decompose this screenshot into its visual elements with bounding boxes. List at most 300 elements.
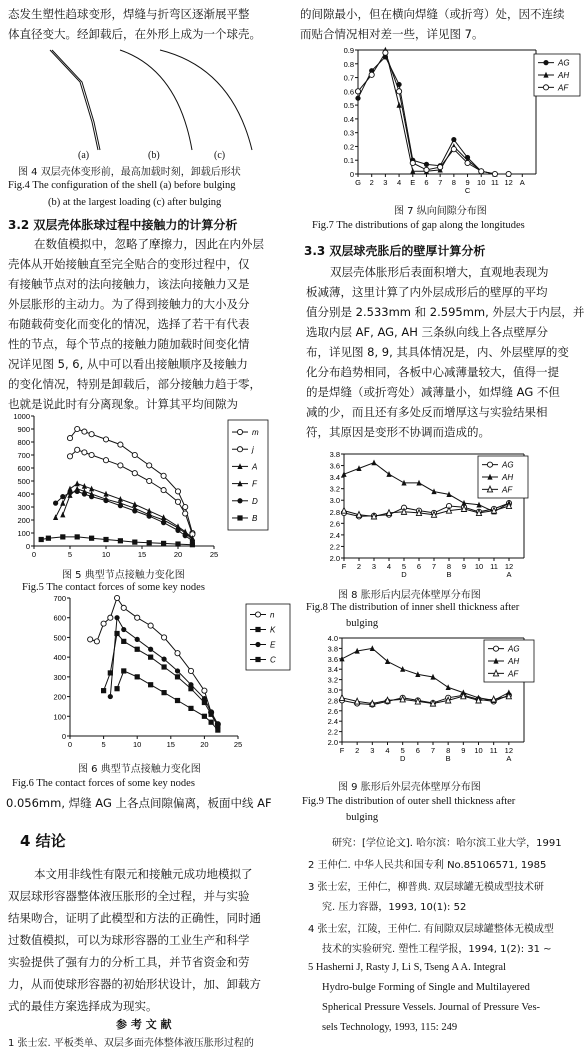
y-tick-label: 800 xyxy=(17,438,30,447)
legend-marker-m xyxy=(237,429,242,434)
point-E xyxy=(161,657,166,662)
fig9-caption-en-1: Fig.9 The distribution of outer shell thickness after xyxy=(302,796,516,807)
sec32-line: 外层胀形的主动力。为了得到接触力的大小及分 xyxy=(8,297,250,311)
series-line-F xyxy=(63,489,193,540)
y-tick-label: 700 xyxy=(17,451,30,460)
sec33-line: 双层壳体胀形后表面积增大，直观地表现为 xyxy=(330,265,549,279)
point-C xyxy=(215,727,220,732)
y-tick-label: 2.2 xyxy=(329,542,340,552)
y-tick-label: 400 xyxy=(17,490,30,499)
right-top-line-2: 而贴合情况相对差一些，详见图 7。 xyxy=(300,27,484,41)
reference-line: 究. 压力容器，1993, 10(1): 52 xyxy=(322,902,467,913)
fig4-label-c: (c) xyxy=(214,150,226,161)
x-tick-label: 4 xyxy=(385,746,390,755)
point-E xyxy=(114,615,119,620)
point-m xyxy=(183,504,188,509)
x-tick-label: G xyxy=(355,178,361,187)
point-n xyxy=(108,615,113,620)
reference-line: 技术的实验研究. 塑性工程学报，1994, 1(2): 31 ~ xyxy=(322,944,552,955)
x-tick-label: 10 xyxy=(474,746,483,755)
point-E xyxy=(108,694,113,699)
y-tick-label: 2.8 xyxy=(329,507,340,517)
point-D xyxy=(60,494,65,499)
legend-label-AF: AF xyxy=(502,485,513,495)
legend-marker-AG xyxy=(487,462,492,467)
x-tick-label: 9 xyxy=(461,746,466,755)
x-tick-label: 5 xyxy=(101,740,106,749)
fig4-caption-en-1: Fig.4 The configuration of the shell (a) before bulging xyxy=(8,180,236,191)
after-fig6-line: 0.056mm, 焊缝 AG 上各点间隙偏离，板面中线 AF xyxy=(6,796,272,810)
point-AF xyxy=(410,160,415,165)
fig4-curve-a-inner xyxy=(52,50,100,150)
legend-label-D: D xyxy=(252,496,258,506)
legend-marker-D xyxy=(237,498,242,503)
y-tick-label: 3.6 xyxy=(329,461,340,471)
point-B xyxy=(46,536,51,541)
x-tick-label: 2 xyxy=(355,746,360,755)
x-tick-label: 8 xyxy=(446,746,451,755)
point-n xyxy=(135,615,140,620)
point-AH xyxy=(386,471,391,477)
series-line-D xyxy=(56,491,193,540)
legend-marker-AF xyxy=(543,85,548,90)
point-j xyxy=(132,471,137,476)
y-tick-label: 200 xyxy=(53,692,66,702)
legend-label-n: n xyxy=(270,610,275,620)
point-B xyxy=(161,541,166,546)
point-n xyxy=(114,595,119,600)
point-D xyxy=(67,490,72,495)
legend-marker-AG xyxy=(493,646,498,651)
legend-box xyxy=(228,420,268,530)
point-C xyxy=(114,686,119,691)
sec4-line: 过数值模拟，可以为球形容器的工业生产和科学 xyxy=(8,933,250,947)
reference-line: 3 张士宏，王仲仁，柳普典. 双层球罐无模成型技术研 xyxy=(308,882,544,893)
x-tick-label: 6 xyxy=(415,746,420,755)
point-K xyxy=(121,639,126,644)
y-tick-label: 2.0 xyxy=(327,738,338,747)
x-tick-label: 7 xyxy=(430,746,436,755)
right-top-line-1: 的间隙最小，但在横向焊缝（或折弯）处，因不连续 xyxy=(300,7,565,21)
section-4-title: 4 结论 xyxy=(20,832,66,850)
point-E xyxy=(148,647,153,652)
legend-label-m: m xyxy=(252,428,259,438)
legend-marker-K xyxy=(255,627,260,632)
point-B xyxy=(147,540,152,545)
reference-line: 4 张士宏，江陵，王仲仁. 有间隙双层球罐整体无模成型 xyxy=(308,924,554,935)
point-B xyxy=(175,541,180,546)
point-D xyxy=(118,503,123,508)
y-tick-label: 900 xyxy=(17,425,30,434)
point-D xyxy=(147,514,152,519)
fig4-caption-cn: 图 4 双层壳体变形前，最高加载时刻，卸载后形状 xyxy=(18,167,241,178)
point-C xyxy=(135,674,140,679)
x-tick-label: 11 xyxy=(489,746,498,755)
point-j xyxy=(175,499,180,504)
reference-line: 2 王仲仁. 中华人民共和国专利 No.85106571, 1985 xyxy=(308,860,547,871)
y-tick-label: 700 xyxy=(53,594,66,603)
point-j xyxy=(161,488,166,493)
series-line-AF xyxy=(342,696,509,703)
y-tick-label: 0.9 xyxy=(343,46,354,55)
point-AF xyxy=(339,695,344,701)
x-tick-label: 7 xyxy=(431,562,437,571)
point-C xyxy=(161,690,166,695)
point-j xyxy=(118,463,123,468)
point-B xyxy=(118,538,123,543)
y-tick-label: 600 xyxy=(53,613,66,623)
point-E xyxy=(135,637,140,642)
point-j xyxy=(67,454,72,459)
point-n xyxy=(161,635,166,640)
sec33-line: 选取内层 AF, AG, AH 三条纵向线上各点壁厚分 xyxy=(306,325,549,339)
y-tick-label: 4.0 xyxy=(327,634,338,643)
fig4-label-a: (a) xyxy=(78,150,90,161)
fig6-caption-cn: 图 6 典型节点接触力变化图 xyxy=(78,764,201,775)
y-tick-label: 2.2 xyxy=(327,727,338,737)
point-m xyxy=(103,437,108,442)
point-K xyxy=(135,647,140,652)
sec33-line: 布，详见图 8, 9, 其具体情况是，内、外层壁厚的变 xyxy=(306,345,569,359)
point-j xyxy=(103,458,108,463)
legend-label-AG: AG xyxy=(508,644,520,654)
legend-label-AH: AH xyxy=(508,657,520,666)
y-tick-label: 2.8 xyxy=(327,696,338,706)
x-tick-label: 15 xyxy=(137,550,147,559)
point-AF xyxy=(451,147,456,152)
point-B xyxy=(60,534,65,539)
references-title: 参 考 文 献 xyxy=(116,1018,172,1031)
point-AF xyxy=(396,89,401,94)
y-tick-label: 0.7 xyxy=(343,73,354,83)
fig6-caption-en: Fig.6 The contact forces of some key nodes xyxy=(12,778,195,789)
x-tick-label: 9 xyxy=(461,562,467,571)
point-K xyxy=(101,688,106,693)
y-tick-label: 0.2 xyxy=(343,142,354,152)
x-tick-label: 20 xyxy=(173,550,183,559)
point-AF xyxy=(506,171,511,176)
fig4-curve-c xyxy=(160,50,252,150)
point-m xyxy=(75,426,80,431)
point-B xyxy=(132,540,137,545)
y-tick-label: 100 xyxy=(53,712,66,722)
point-AG xyxy=(424,162,429,167)
reference-line: 研究：[学位论文]. 哈尔滨：哈尔滨工业大学，1991 xyxy=(332,838,562,849)
point-E xyxy=(215,722,220,727)
sec4-line: 实验提供了强有力的分析工具，并节省资金和劳 xyxy=(8,955,250,969)
sec32-line: 有接触节点对的法向接触力，该法向接触力又是 xyxy=(8,277,250,291)
y-tick-label: 300 xyxy=(53,672,66,682)
x-tick-label: 25 xyxy=(233,740,243,749)
point-AF xyxy=(341,507,346,513)
point-K xyxy=(175,674,180,679)
x-tick-label: 8 xyxy=(446,562,452,571)
point-B xyxy=(89,536,94,541)
point-E xyxy=(175,668,180,673)
point-C xyxy=(188,706,193,711)
sec32-line: 布随载荷变化而变化的情况，选择了若干有代表 xyxy=(8,317,250,331)
y-tick-label: 3.2 xyxy=(329,484,340,494)
y-tick-label: 0.6 xyxy=(343,87,354,97)
reference-line: sels Technology, 1993, 115: 249 xyxy=(322,1022,458,1033)
legend-label-A: A xyxy=(252,462,258,472)
x-tick-label: 5 xyxy=(67,550,73,559)
reference-line: 5 Hasherni J, Rasty J, Li S, Tseng A A. Integral xyxy=(308,962,506,973)
point-C xyxy=(148,682,153,687)
sec32-line: 的变化情况，特别是卸载后，部分接触力趋于零， xyxy=(8,377,261,391)
point-B xyxy=(103,537,108,542)
x-tick-label: 4 xyxy=(396,178,402,187)
fig7-chart xyxy=(334,46,584,202)
y-tick-label: 0.3 xyxy=(343,128,354,138)
x-tick-label: 2 xyxy=(356,562,362,571)
y-tick-label: 500 xyxy=(53,633,66,643)
x-tick-label: E xyxy=(410,178,416,187)
sec33-line: 符，其原因是变形不协调而造成的。 xyxy=(306,425,490,439)
sec32-line: 壳体从开始接触直至完全贴合的变形过程中，仅 xyxy=(8,257,250,271)
point-n xyxy=(88,637,93,642)
x-sub-label: B xyxy=(445,754,451,763)
x-tick-label: 6 xyxy=(416,562,422,571)
x-tick-label: F xyxy=(339,746,345,755)
point-n xyxy=(175,651,180,656)
y-tick-label: 3.4 xyxy=(329,473,340,483)
point-E xyxy=(202,696,207,701)
point-D xyxy=(75,489,80,494)
point-F xyxy=(60,512,65,518)
y-tick-label: 3.4 xyxy=(327,665,338,675)
y-tick-label: 0.4 xyxy=(343,114,354,124)
point-D xyxy=(161,520,166,525)
point-D xyxy=(103,498,108,503)
x-tick-label: 25 xyxy=(209,550,219,559)
point-C xyxy=(202,714,207,719)
fig5-chart xyxy=(4,412,292,568)
legend-box xyxy=(246,604,290,670)
y-tick-label: 3.6 xyxy=(327,654,338,664)
reference-1: 1 张士宏. 平板类单、双层多面壳体整体液压胀形过程的 xyxy=(8,1038,254,1049)
sec33-line: 的是焊缝（或折弯处）减薄量小，如焊缝 AG 不但 xyxy=(306,385,560,399)
point-A xyxy=(53,514,58,520)
point-AF xyxy=(424,167,429,172)
x-sub-label: D xyxy=(401,570,407,579)
point-D xyxy=(82,491,87,496)
fig4-curve-b xyxy=(120,50,192,150)
fig9-caption-en-2: bulging xyxy=(346,812,379,823)
x-tick-label: 0 xyxy=(31,550,37,559)
point-j xyxy=(183,511,188,516)
x-tick-label: 9 xyxy=(465,178,470,187)
x-tick-label: F xyxy=(341,562,347,571)
point-B xyxy=(190,542,195,547)
point-AH xyxy=(371,459,376,465)
x-tick-label: 5 xyxy=(400,746,405,755)
legend-label-AH: AH xyxy=(502,473,514,482)
y-tick-label: 500 xyxy=(17,477,30,486)
y-tick-label: 2.4 xyxy=(329,530,340,540)
fig7-caption-cn: 图 7 纵向间隙分布图 xyxy=(394,206,487,217)
x-tick-label: 11 xyxy=(491,178,499,187)
y-tick-label: 100 xyxy=(17,529,30,538)
y-tick-label: 2.6 xyxy=(327,706,338,716)
x-tick-label: 3 xyxy=(371,562,377,571)
x-sub-label: A xyxy=(506,754,512,763)
y-tick-label: 0 xyxy=(61,732,66,741)
fig8-caption-en-1: Fig.8 The distribution of inner shell thickness after xyxy=(306,602,520,613)
point-AH xyxy=(446,684,451,690)
section-3-2-title: 3.2 双层壳体胀球过程中接触力的计算分析 xyxy=(8,218,238,232)
y-tick-label: 600 xyxy=(17,464,30,473)
series-line-AF xyxy=(358,53,509,174)
y-tick-label: 0.8 xyxy=(343,59,354,69)
legend-label-AH: AH xyxy=(558,71,570,80)
legend-label-C: C xyxy=(270,655,276,665)
x-sub-label: B xyxy=(446,570,452,579)
x-tick-label: 5 xyxy=(401,562,407,571)
sec32-line: 性的节点，每个节点的接触力随加载时间变化情 xyxy=(8,337,250,351)
sec33-line: 板减薄，这里计算了内外层成形后的壁厚的平均 xyxy=(306,285,548,299)
point-AH xyxy=(400,666,405,672)
y-tick-label: 400 xyxy=(53,653,66,663)
point-m xyxy=(89,432,94,437)
legend-label-AF: AF xyxy=(558,83,569,93)
x-sub-label: A xyxy=(506,570,512,579)
x-tick-label: 0 xyxy=(67,740,73,749)
x-tick-label: 20 xyxy=(200,740,209,749)
x-tick-label: 12 xyxy=(504,178,513,187)
point-m xyxy=(82,429,87,434)
point-AF xyxy=(369,72,374,77)
point-m xyxy=(67,436,72,441)
x-tick-label: 12 xyxy=(504,746,514,755)
y-tick-label: 0.1 xyxy=(343,156,354,166)
legend-marker-C xyxy=(255,657,260,662)
y-tick-label: 3.0 xyxy=(327,686,338,695)
point-j xyxy=(82,450,87,455)
point-j xyxy=(147,478,152,483)
reference-line: Spherical Pressure Vessels. Journal of Pressure Ves- xyxy=(322,1002,541,1013)
point-C xyxy=(209,720,214,725)
point-n xyxy=(94,639,99,644)
fig4-caption-en-2: (b) at the largest loading (c) after bulging xyxy=(48,197,222,208)
x-tick-label: 7 xyxy=(438,178,443,187)
legend-marker-j xyxy=(237,447,242,452)
point-C xyxy=(175,698,180,703)
left-top-line-2: 体直径变大。经卸载后，在外形上成为一个球壳。 xyxy=(8,27,261,41)
point-D xyxy=(183,533,188,538)
point-j xyxy=(75,447,80,452)
x-tick-label: 2 xyxy=(369,178,374,187)
legend-marker-AG xyxy=(543,60,548,65)
point-B xyxy=(39,537,44,542)
point-AF xyxy=(492,171,497,176)
point-AF xyxy=(355,89,360,94)
fig4-shell-drawing xyxy=(40,42,280,162)
x-tick-label: 8 xyxy=(451,178,456,187)
y-tick-label: 3.0 xyxy=(329,496,340,506)
y-tick-label: 300 xyxy=(17,503,30,512)
fig9-chart xyxy=(316,632,584,776)
fig4-curve-a xyxy=(50,50,98,150)
sec32-line: 况详见图 5, 6, 从中可以看出接触顺序及接触力 xyxy=(8,357,248,371)
point-E xyxy=(188,682,193,687)
y-tick-label: 0 xyxy=(349,170,354,179)
fig7-caption-en: Fig.7 The distributions of gap along the longitudes xyxy=(312,220,525,231)
point-AG xyxy=(451,137,456,142)
point-D xyxy=(89,494,94,499)
point-AH xyxy=(385,658,390,664)
point-A xyxy=(75,480,80,486)
sec4-line: 双层球形容器整体液压胀形的全过程，并与实验 xyxy=(8,889,250,903)
point-m xyxy=(132,452,137,457)
point-m xyxy=(161,473,166,478)
fig8-chart xyxy=(318,448,584,596)
point-AG xyxy=(355,96,360,101)
point-n xyxy=(148,623,153,628)
x-sub-label: C xyxy=(464,186,471,195)
fig4-label-b: (b) xyxy=(148,150,160,161)
y-tick-label: 3.8 xyxy=(329,450,340,459)
sec33-line: 化分布趋势相同，各板中心减薄量较大，值得一提 xyxy=(306,365,559,379)
series-line-AG xyxy=(344,503,509,516)
point-AF xyxy=(438,165,443,170)
point-D xyxy=(132,508,137,513)
point-AH xyxy=(370,645,375,651)
point-K xyxy=(148,655,153,660)
x-tick-label: 11 xyxy=(490,562,498,571)
fig6-chart xyxy=(40,594,296,754)
reference-line: Hydro-bulge Forming of Single and Multilayered xyxy=(322,982,530,993)
x-tick-label: 6 xyxy=(424,178,429,187)
left-top-line-1: 态发生塑性趋球变形，焊缝与折弯区逐渐展平整 xyxy=(8,7,250,21)
series-line-E xyxy=(110,618,218,725)
point-D xyxy=(53,501,58,506)
series-line-AG xyxy=(358,57,509,174)
point-m xyxy=(147,463,152,468)
fig8-caption-cn: 图 8 胀形后内层壳体壁厚分布图 xyxy=(338,590,481,601)
x-tick-label: 10 xyxy=(477,178,486,187)
x-tick-label: 12 xyxy=(504,562,514,571)
sec32-line: 在数值模拟中，忽略了摩擦力，因此在内外层 xyxy=(34,237,264,251)
x-tick-label: 15 xyxy=(166,740,175,749)
legend-marker-B xyxy=(237,515,242,520)
point-D xyxy=(175,528,180,533)
sec33-line: 值分别是 2.533mm 和 2.595mm, 外层大于内层，并 xyxy=(306,305,585,319)
fig5-caption-cn: 图 5 典型节点接触力变化图 xyxy=(62,570,185,581)
point-E xyxy=(209,710,214,715)
sec32-line: 也就是说此时有分离现象。计算其平均间隙为 xyxy=(8,397,238,411)
y-tick-label: 200 xyxy=(17,516,30,525)
fig8-caption-en-2: bulging xyxy=(346,618,379,629)
x-tick-label: 3 xyxy=(370,746,375,755)
sec4-line: 式的最佳方案选择成为现实。 xyxy=(8,999,158,1013)
x-tick-label: 3 xyxy=(383,178,388,187)
point-K xyxy=(161,664,166,669)
x-tick-label: 4 xyxy=(386,562,392,571)
y-tick-label: 2.0 xyxy=(329,554,340,563)
point-E xyxy=(121,627,126,632)
legend-marker-n xyxy=(255,612,260,617)
legend-label-K: K xyxy=(270,625,276,635)
legend-label-AF: AF xyxy=(508,669,519,679)
x-tick-label: A xyxy=(519,178,525,187)
y-tick-label: 0 xyxy=(25,542,30,551)
fig5-caption-en: Fig.5 The contact forces of some key nodes xyxy=(22,582,205,593)
point-AF xyxy=(465,160,470,165)
y-tick-label: 0.5 xyxy=(343,101,354,111)
section-3-3-title: 3.3 双层球壳胀后的壁厚计算分析 xyxy=(304,244,486,258)
point-n xyxy=(202,688,207,693)
